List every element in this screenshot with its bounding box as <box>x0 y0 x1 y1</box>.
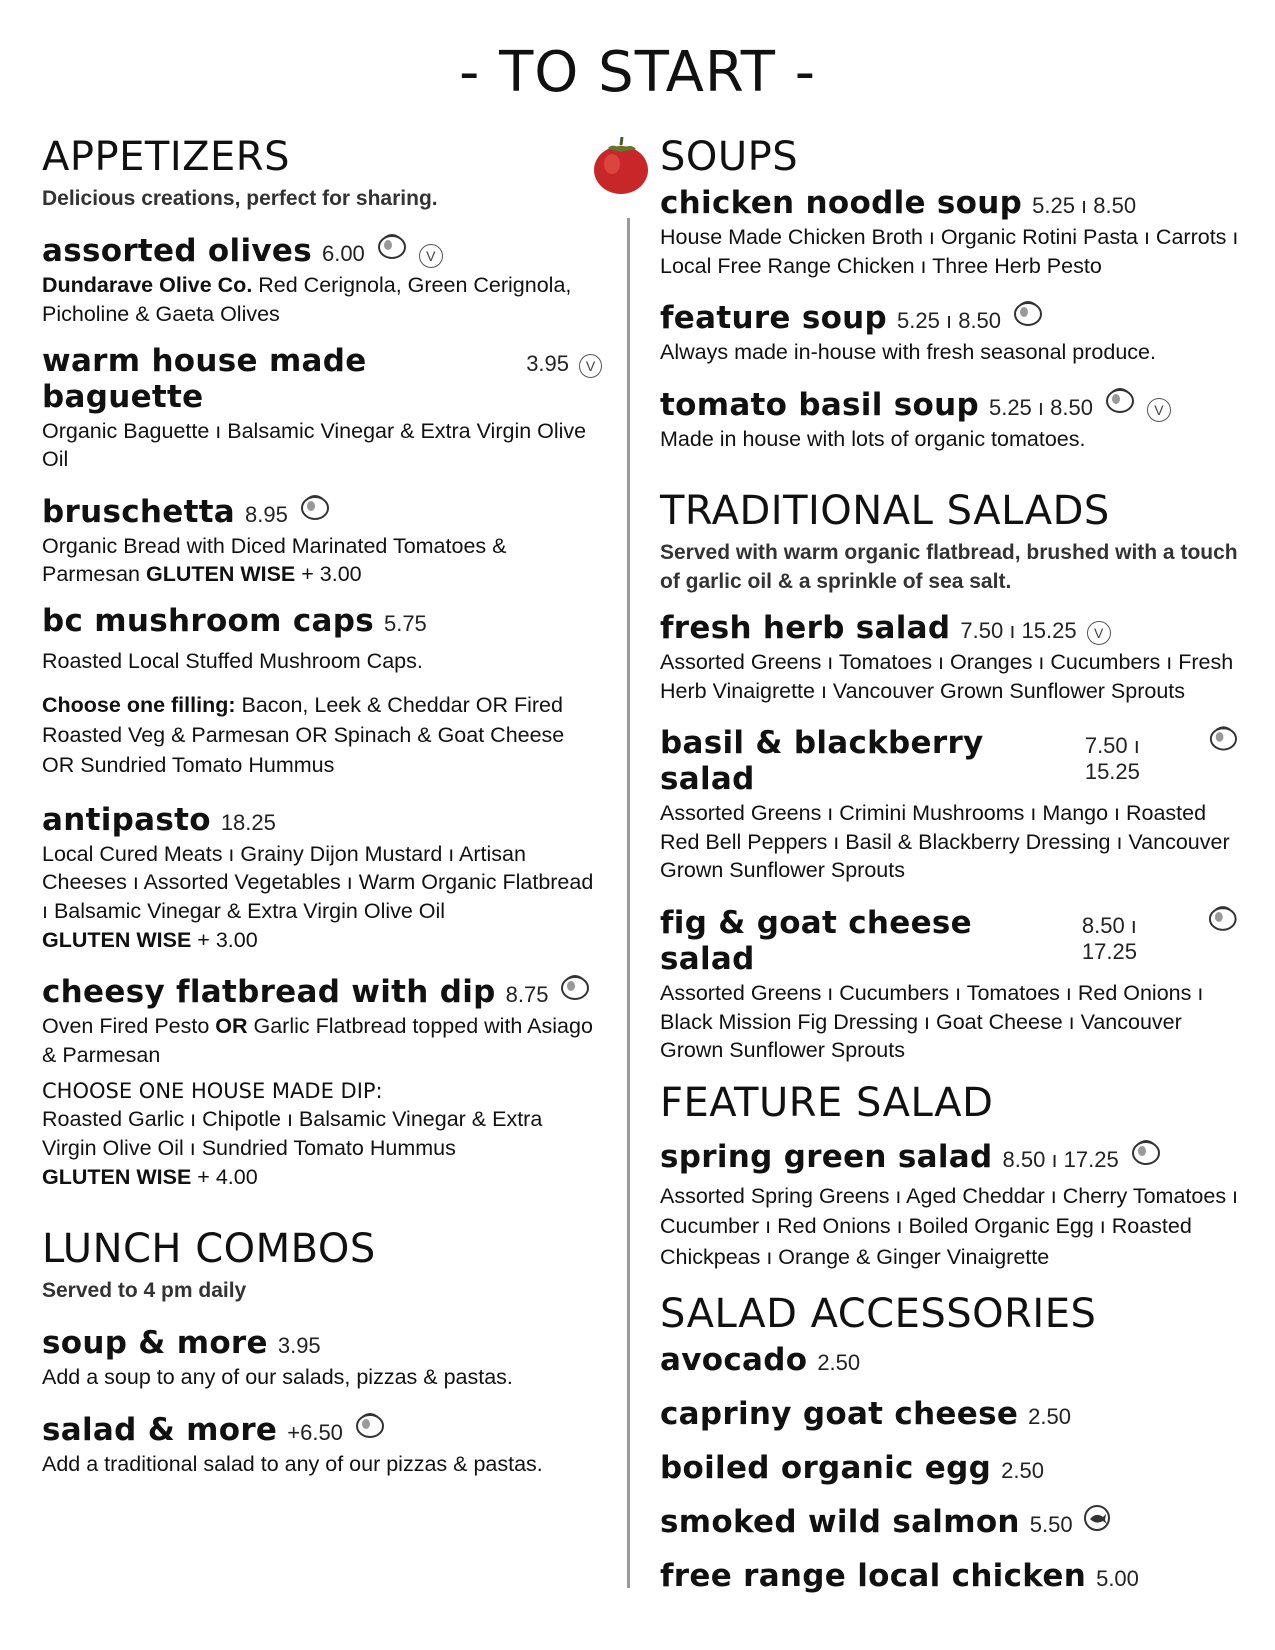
item-name: capriny goat cheese <box>660 1396 1019 1433</box>
item-desc: Always made in-house with fresh seasonal produce. <box>660 340 1156 365</box>
item-name: antipasto <box>42 801 211 838</box>
item-price: 5.25 ı 8.50 <box>897 308 1002 334</box>
gluten-wise-price: + 3.00 <box>191 927 258 952</box>
item-price: 7.50 ı 15.25 <box>960 618 1077 644</box>
item-name: boiled organic egg <box>660 1450 992 1487</box>
item-price: 6.00 <box>321 241 365 267</box>
item-price: +6.50 <box>287 1420 343 1446</box>
item-name: feature soup <box>660 300 888 337</box>
menu-item-bruschetta <box>42 488 602 589</box>
right-column <box>660 135 1240 1594</box>
gluten-wise-price: + 4.00 <box>191 1164 258 1189</box>
menu-item-soup-and-more <box>42 1325 602 1392</box>
filling-label: Choose one filling: <box>42 692 236 717</box>
tomato-icon <box>1129 1133 1163 1167</box>
menu-item-basil-blackberry-salad <box>660 719 1240 885</box>
appetizers-heading: APPETIZERS <box>42 134 290 180</box>
item-desc: Assorted Spring Greens ı Aged Cheddar ı Cherry Tomatoes ı Cucumber ı Red Onions ı Boiled Organic Egg ı Roasted Chickpeas ı Orange & Ginger Vinaigrette <box>660 1183 1239 1269</box>
item-desc: Add a soup to any of our salads, pizzas & pastas. <box>42 1365 513 1390</box>
tomato-icon <box>1207 719 1240 753</box>
item-desc: Organic Baguette ı Balsamic Vinegar & Extra Virgin Olive Oil <box>42 418 587 472</box>
traditional-salads-subtitle: Served with warm organic flatbread, brushed with a touch of garlic oil & a sprinkle of sea salt. <box>660 541 1238 593</box>
item-price: 7.50 ı 15.25 <box>1084 733 1140 785</box>
menu-item-chicken-noodle-soup <box>660 185 1240 280</box>
item-name: free range local chicken <box>660 1558 1087 1595</box>
item-desc: Roasted Local Stuffed Mushroom Caps. <box>42 648 423 673</box>
tomato-icon <box>558 968 592 1002</box>
item-price: 8.95 <box>245 501 288 527</box>
item-price: 8.50 ı 17.25 <box>1002 1146 1119 1172</box>
item-desc: Oven Fired Pesto <box>42 1014 216 1039</box>
item-price: 3.95 <box>277 1333 321 1359</box>
item-desc: Local Cured Meats ı Grainy Dijon Mustard ı Artisan Cheeses ı Assorted Vegetables ı Warm Organic Flatbread ı Balsamic Vinegar & Extra Virgin Olive Oil <box>42 841 594 923</box>
menu-item-cheesy-flatbread <box>42 968 602 1191</box>
menu-item-spring-green-salad <box>660 1133 1240 1273</box>
dip-label: CHOOSE ONE HOUSE MADE DIP: <box>42 1079 383 1104</box>
accessory-item <box>660 1450 1240 1486</box>
item-desc: Add a traditional salad to any of our pizzas & pastas. <box>42 1452 543 1477</box>
salad-accessories-heading: SALAD ACCESSORIES <box>660 1291 1097 1338</box>
item-name: assorted olives <box>42 233 312 270</box>
menu-item-fresh-herb-salad <box>660 610 1240 705</box>
left-column <box>42 135 602 1479</box>
gluten-wise-label: GLUTEN WISE <box>42 1164 192 1189</box>
menu-item-assorted-olives <box>42 227 602 328</box>
item-name: avocado <box>660 1342 808 1379</box>
item-name: warm house made baguette <box>42 342 367 415</box>
item-name: chicken noodle soup <box>660 185 1023 221</box>
item-name: soup & more <box>42 1325 268 1362</box>
menu-item-baguette <box>42 343 602 474</box>
dip-options: Roasted Garlic ı Chipotle ı Balsamic Vinegar & Extra Virgin Olive Oil ı Sundried Tomato Hummus <box>42 1107 543 1160</box>
item-desc: Assorted Greens ı Tomatoes ı Oranges ı Cucumbers ı Fresh Herb Vinaigrette ı Vancouver Grown Sunflower Sprouts <box>660 650 1234 703</box>
item-desc: Assorted Greens ı Cucumbers ı Tomatoes ı Red Onions ı Black Mission Fig Dressing ı Goat Cheese ı Vancouver Grown Sunflower Sprouts <box>660 981 1204 1063</box>
soups-heading: SOUPS <box>660 134 799 180</box>
menu-item-feature-soup <box>660 294 1240 367</box>
item-price: 5.50 <box>1029 1512 1073 1538</box>
vegetarian-v-icon: V <box>1147 398 1171 422</box>
item-name: spring green salad <box>660 1138 993 1175</box>
item-desc-brand: Dundarave Olive Co. <box>42 273 253 298</box>
tomato-icon <box>1011 294 1045 328</box>
menu-item-mushroom-caps <box>42 603 602 780</box>
lunch-combos-heading: LUNCH COMBOS <box>42 1226 376 1273</box>
item-price: 2.50 <box>817 1350 861 1376</box>
vegetarian-v-icon: V <box>1087 621 1111 645</box>
item-price: 5.00 <box>1096 1566 1139 1592</box>
item-desc: House Made Chicken Broth ı Organic Rotini Pasta ı Carrots ı Local Free Range Chicken ı Three Herb Pesto <box>660 225 1239 278</box>
item-name: bruschetta <box>42 493 236 530</box>
vegetarian-v-icon: V <box>419 244 443 268</box>
item-name: fresh herb salad <box>660 610 951 647</box>
item-price: 5.25 ı 8.50 <box>988 394 1093 420</box>
item-name: salad & more <box>42 1412 278 1449</box>
item-name: bc mushroom caps <box>42 602 374 639</box>
accessory-item <box>660 1396 1240 1432</box>
menu-item-fig-goat-cheese-salad <box>660 899 1240 1065</box>
item-desc-cont: Garlic Flatbread topped with Asiago & Parmesan <box>42 1014 593 1067</box>
accessory-item <box>660 1558 1240 1594</box>
item-price: 2.50 <box>1001 1458 1044 1484</box>
menu-item-antipasto <box>42 802 602 954</box>
page-title: - TO START - <box>459 40 816 105</box>
item-price: 5.25 ı 8.50 <box>1032 193 1137 218</box>
column-divider <box>627 218 630 1588</box>
feature-salad-heading: FEATURE SALAD <box>660 1079 994 1126</box>
item-desc: Red Cerignola, Green Cerignola, Picholine & Gaeta Olives <box>42 273 572 326</box>
tomato-icon <box>1103 381 1137 415</box>
item-price: 5.75 <box>383 610 427 636</box>
gluten-wise-label: GLUTEN WISE <box>42 927 192 952</box>
traditional-salads-heading: TRADITIONAL SALADS <box>660 488 1110 535</box>
lunch-combos-subtitle: Served to 4 pm daily <box>42 1279 247 1303</box>
tomato-icon <box>298 488 332 522</box>
item-name: smoked wild salmon <box>660 1504 1020 1541</box>
item-desc: Organic Bread with Diced Marinated Tomatoes & Parmesan <box>42 533 507 587</box>
menu-item-salad-and-more <box>42 1406 602 1479</box>
item-desc: Made in house with lots of organic tomatoes. <box>660 426 1086 451</box>
accessory-item <box>660 1342 1240 1378</box>
gluten-wise-price: + 3.00 <box>295 562 362 587</box>
tomato-icon <box>375 227 409 261</box>
ocean-wise-fish-icon <box>1083 1504 1111 1532</box>
vegetarian-v-icon: V <box>579 354 602 378</box>
accessory-item <box>660 1504 1240 1540</box>
appetizers-subtitle: Delicious creations, perfect for sharing. <box>42 187 438 210</box>
filling-options: Bacon, Leek & Cheddar OR Fired Roasted Veg & Parmesan OR Spinach & Goat Cheese OR Sundried Tomato Hummus <box>42 692 565 777</box>
item-desc: Assorted Greens ı Crimini Mushrooms ı Mango ı Roasted Red Bell Peppers ı Basil & Blackberry Dressing ı Vancouver Grown Sunflower Sprouts <box>660 801 1230 883</box>
item-price: 3.95 <box>526 350 570 376</box>
item-name: cheesy flatbread with dip <box>42 974 496 1011</box>
item-price: 18.25 <box>220 809 276 835</box>
item-name: basil & blackberry salad <box>660 725 984 798</box>
tomato-icon <box>1206 899 1240 933</box>
item-price: 2.50 <box>1028 1404 1071 1430</box>
menu-item-tomato-basil-soup <box>660 381 1240 454</box>
gluten-wise-label: GLUTEN WISE <box>145 562 296 587</box>
tomato-icon <box>353 1406 387 1440</box>
item-name: fig & goat cheese salad <box>660 905 973 978</box>
item-desc-or: OR <box>215 1014 248 1039</box>
item-price: 8.50 ı 17.25 <box>1081 913 1137 965</box>
item-name: tomato basil soup <box>660 386 979 423</box>
item-price: 8.75 <box>505 982 549 1008</box>
